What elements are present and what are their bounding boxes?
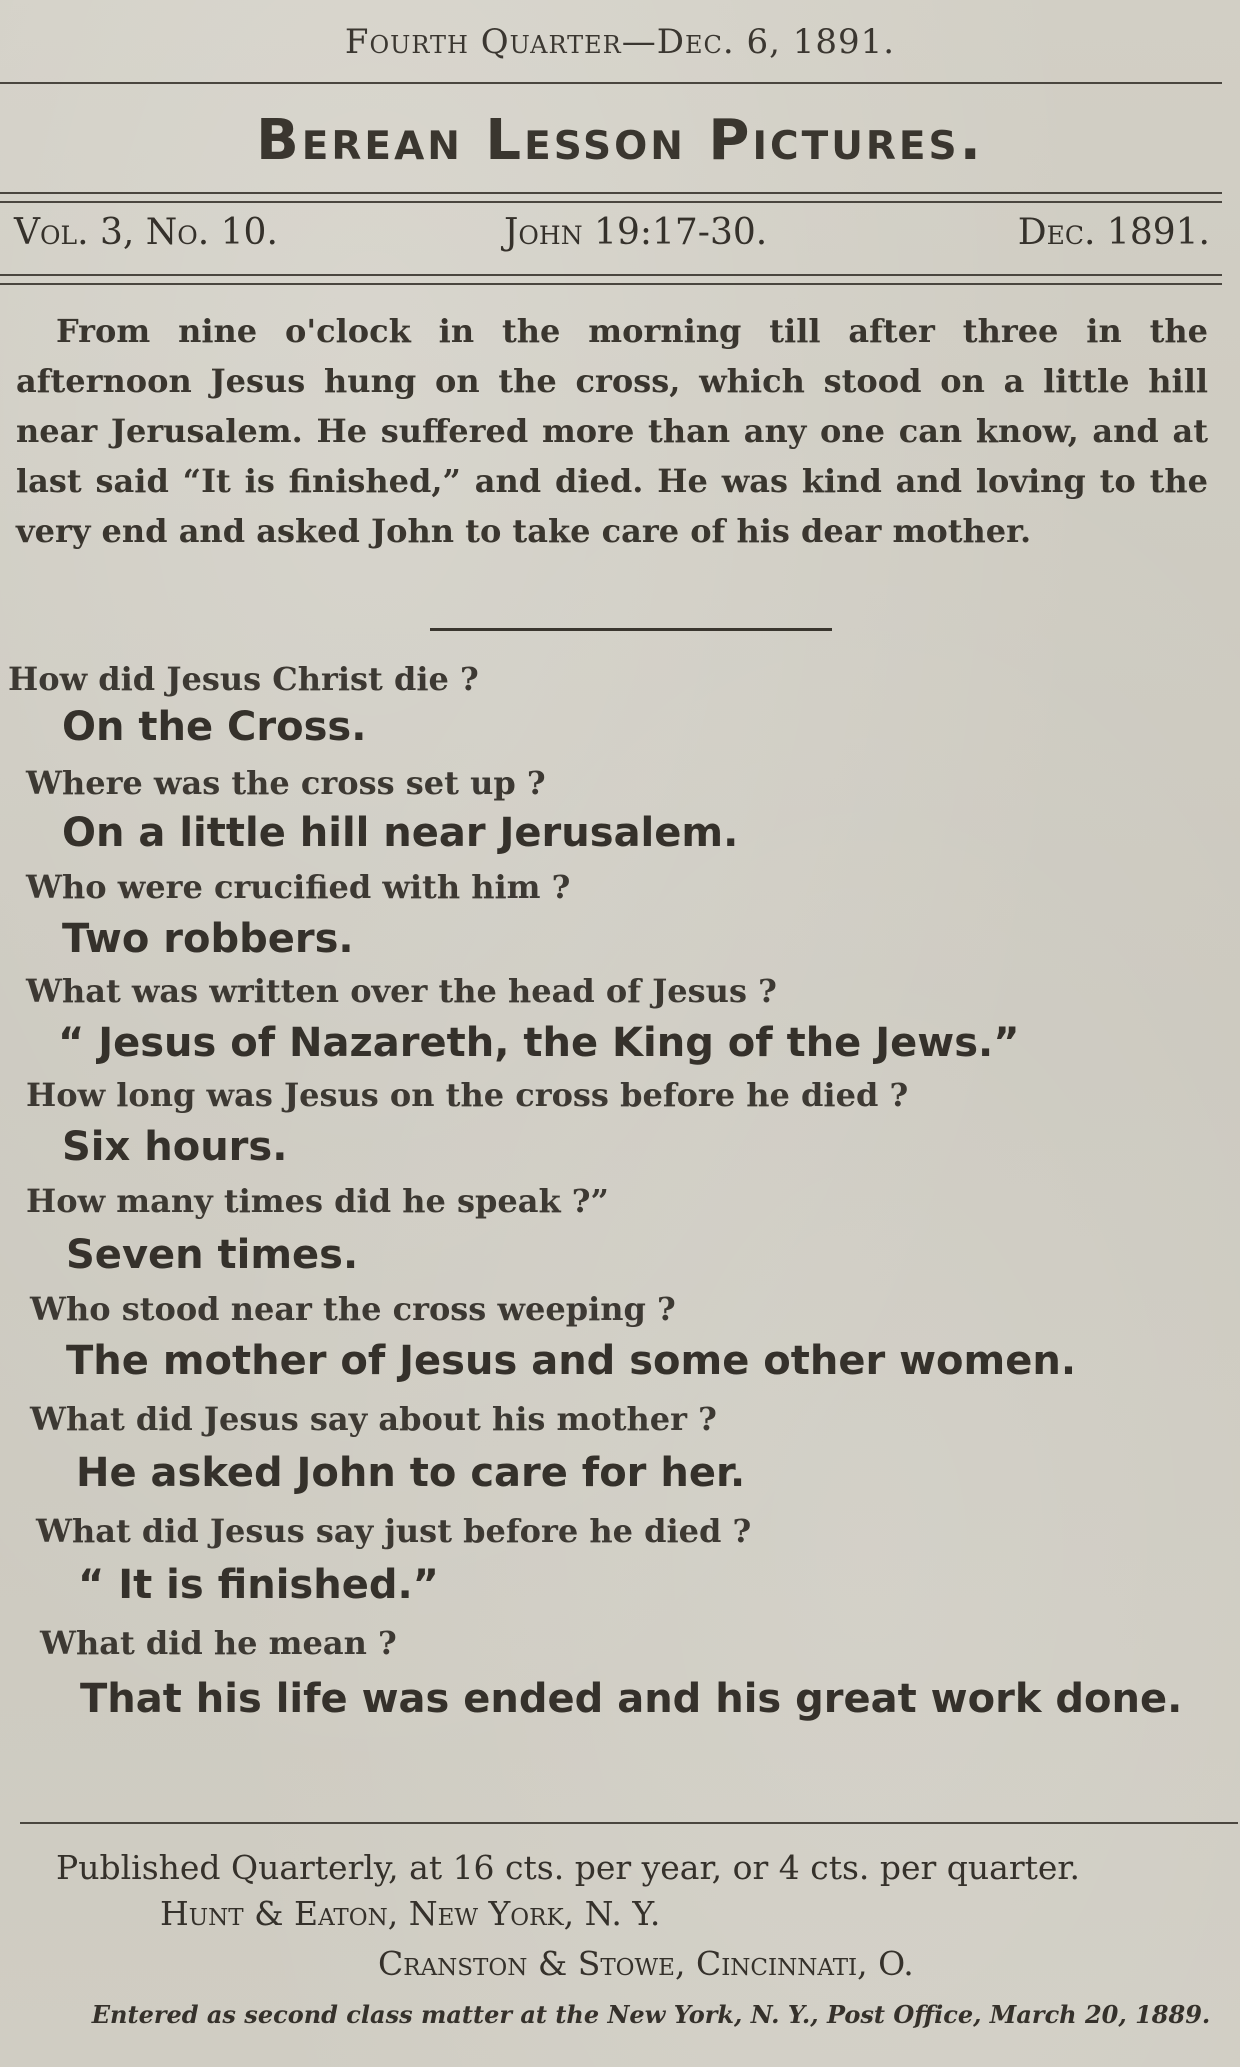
section-divider <box>430 628 832 631</box>
question: What did Jesus say just before he died ? <box>36 1512 752 1550</box>
question: How many times did he speak ?” <box>26 1182 609 1220</box>
question: What was written over the head of Jesus ? <box>26 972 777 1010</box>
footer-rule <box>20 1822 1238 1824</box>
answer: “ It is finished.” <box>78 1562 439 1608</box>
top-rule <box>0 82 1222 84</box>
volume-row <box>14 212 1210 262</box>
answer: He asked John to care for her. <box>76 1450 746 1496</box>
answer: The mother of Jesus and some other women. <box>66 1338 1077 1384</box>
question: What did he mean ? <box>40 1624 397 1662</box>
question: Who were crucified with him ? <box>26 868 571 906</box>
question: What did Jesus say about his mother ? <box>30 1400 717 1438</box>
answer: Two robbers. <box>62 916 354 962</box>
answer: “ Jesus of Nazareth, the King of the Jews.” <box>58 1020 1020 1066</box>
question: How did Jesus Christ die ? <box>8 660 479 698</box>
publisher-cincinnati: Cranston & Stowe, Cincinnati, O. <box>378 1944 914 1983</box>
question: Who stood near the cross weeping ? <box>30 1290 676 1328</box>
dateline: Fourth Quarter—Dec. 6, 1891. <box>344 22 896 62</box>
answer: Seven times. <box>66 1232 359 1278</box>
lesson-summary: From nine o'clock in the morning till after three in the afternoon Jesus hung on the cross, which stood on a little hill near Jerusalem. He suffered more than any one can know, and at last said “It is finished,” and died. He was kind and loving to the very end and asked John to take care of his dear mother. <box>16 312 1208 550</box>
answer: Six hours. <box>62 1124 288 1170</box>
publication-note: Published Quarterly, at 16 cts. per year, or 4 cts. per quarter. <box>56 1848 1081 1887</box>
answer: On a little hill near Jerusalem. <box>62 810 739 856</box>
question: Where was the cross set up ? <box>26 764 546 802</box>
volume-rule <box>0 274 1222 285</box>
issue-date: Dec. 1891. <box>1017 212 1210 253</box>
volume-number: Vol. 3, No. 10. <box>14 212 278 253</box>
publisher-new-york: Hunt & Eaton, New York, N. Y. <box>160 1894 661 1933</box>
masthead-title: Berean Lesson Pictures. <box>256 108 984 173</box>
question: How long was Jesus on the cross before he died ? <box>26 1076 909 1114</box>
postal-entry-notice: Entered as second class matter at the New York, N. Y., Post Office, March 20, 1889. <box>91 2000 1211 2029</box>
answer: That his life was ended and his great work done. <box>80 1676 1183 1722</box>
masthead-rule <box>0 192 1222 203</box>
answer: On the Cross. <box>62 704 367 750</box>
scripture-reference: John 19:17-30. <box>504 212 768 253</box>
